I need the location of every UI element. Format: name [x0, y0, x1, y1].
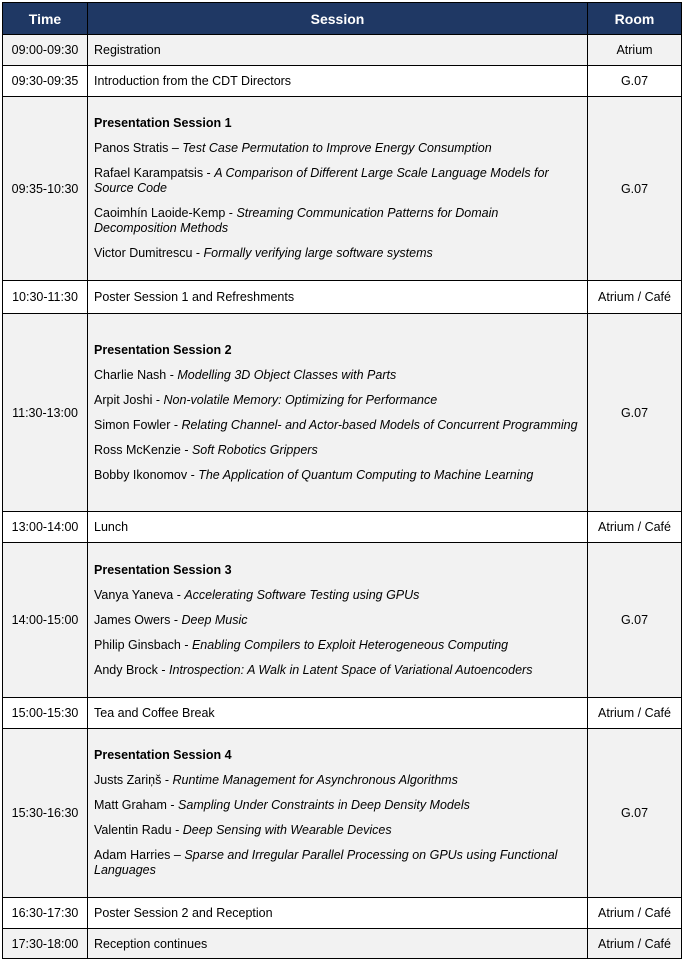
- time-cell: 11:30-13:00: [3, 314, 88, 512]
- talk-separator: -: [192, 246, 204, 260]
- session-title: Presentation Session 2: [94, 342, 232, 357]
- time-cell: 09:30-09:35: [3, 66, 88, 97]
- room-cell: Atrium: [588, 35, 682, 66]
- header-session: Session: [88, 3, 588, 35]
- session-title: Presentation Session 3: [94, 562, 232, 577]
- session-title: Presentation Session 4: [94, 748, 232, 762]
- talk-separator: -: [166, 798, 179, 812]
- talk-separator: -: [170, 612, 182, 627]
- talk-item: [94, 418, 581, 433]
- talk-item: [94, 638, 581, 653]
- room-cell: Atrium / Café: [588, 698, 682, 729]
- talk-title: Sparse and Irregular Parallel Processing on GPUs using Functional Languages: [94, 848, 558, 877]
- talk-item: [94, 368, 581, 383]
- talk-separator: –: [168, 141, 183, 155]
- table-row: [3, 543, 682, 698]
- talk-speaker: Adam Harries: [94, 848, 171, 862]
- talk-title: Deep Sensing with Wearable Devices: [182, 823, 392, 837]
- session-cell: Lunch: [88, 512, 588, 543]
- table-row: [3, 281, 682, 314]
- session-cell: Introduction from the CDT Directors: [88, 66, 588, 97]
- talk-item: [94, 663, 581, 678]
- time-cell: 15:30-16:30: [3, 729, 88, 898]
- talk-speaker: Philip Ginsbach: [94, 637, 181, 652]
- session-title: Presentation Session 1: [94, 116, 232, 130]
- talk-item: [94, 848, 581, 878]
- talk-separator: -: [225, 206, 237, 220]
- talk-speaker: Simon Fowler: [94, 417, 171, 432]
- talk-speaker: Rafael Karampatsis: [94, 166, 204, 180]
- room-cell: G.07: [588, 543, 682, 698]
- talk-item: [94, 166, 581, 196]
- talk-title: A Comparison of Different Large Scale Language Models for Source Code: [94, 166, 549, 195]
- talk-speaker: Bobby Ikonomov: [94, 467, 188, 482]
- talk-speaker: Vanya Yaneva: [94, 587, 174, 602]
- time-cell: 16:30-17:30: [3, 898, 88, 929]
- talk-speaker: Andy Brock: [94, 662, 158, 677]
- talk-title: Relating Channel- and Actor-based Models of Concurrent Programming: [181, 417, 578, 432]
- talk-title: Deep Music: [181, 612, 248, 627]
- talk-title: Modelling 3D Object Classes with Parts: [177, 367, 397, 382]
- talk-speaker: Justs Zariņš: [94, 773, 162, 787]
- session-cell: Registration: [88, 35, 588, 66]
- room-cell: G.07: [588, 66, 682, 97]
- schedule-table: [2, 2, 682, 959]
- talk-item: [94, 206, 581, 236]
- talk-title: Runtime Management for Asynchronous Algorithms: [172, 773, 458, 787]
- room-cell: G.07: [588, 729, 682, 898]
- talk-item: [94, 613, 581, 628]
- time-cell: 10:30-11:30: [3, 281, 88, 314]
- session-cell: Reception continues: [88, 929, 588, 959]
- session-block: [88, 97, 588, 281]
- talk-speaker: Charlie Nash: [94, 367, 167, 382]
- time-cell: 09:35-10:30: [3, 97, 88, 281]
- talk-item: [94, 141, 581, 156]
- table-row: [3, 898, 682, 929]
- table-row: [3, 35, 682, 66]
- session-cell: Poster Session 1 and Refreshments: [88, 281, 588, 314]
- table-row: [3, 512, 682, 543]
- talk-separator: -: [161, 773, 173, 787]
- talk-title: Accelerating Software Testing using GPUs: [184, 587, 420, 602]
- header-room: Room: [588, 3, 682, 35]
- talk-separator: -: [173, 587, 185, 602]
- talk-item: [94, 393, 581, 408]
- talk-separator: -: [171, 823, 183, 837]
- time-cell: 17:30-18:00: [3, 929, 88, 959]
- talk-title: Streaming Communication Patterns for Domain Decomposition Methods: [94, 206, 499, 235]
- talk-title: Enabling Compilers to Exploit Heterogeneous Computing: [191, 637, 509, 652]
- time-cell: 14:00-15:00: [3, 543, 88, 698]
- talk-speaker: James Owers: [94, 612, 171, 627]
- talk-item: [94, 588, 581, 603]
- table-row: [3, 929, 682, 959]
- talk-item: [94, 823, 581, 838]
- table-row: [3, 314, 682, 512]
- room-cell: G.07: [588, 314, 682, 512]
- room-cell: Atrium / Café: [588, 281, 682, 314]
- session-block: [88, 314, 588, 512]
- time-cell: 15:00-15:30: [3, 698, 88, 729]
- room-cell: G.07: [588, 97, 682, 281]
- talk-separator: -: [203, 166, 215, 180]
- talk-speaker: Ross McKenzie: [94, 442, 181, 457]
- room-cell: Atrium / Café: [588, 512, 682, 543]
- time-cell: 13:00-14:00: [3, 512, 88, 543]
- talk-item: [94, 773, 581, 788]
- table-row: [3, 698, 682, 729]
- table-row: [3, 66, 682, 97]
- talk-speaker: Valentin Radu: [94, 823, 172, 837]
- talk-speaker: Caoimhín Laoide-Kemp: [94, 206, 226, 220]
- talk-title: Introspection: A Walk in Latent Space of Variational Autoencoders: [169, 662, 533, 677]
- talk-separator: -: [166, 367, 178, 382]
- session-block: [88, 729, 588, 898]
- room-cell: Atrium / Café: [588, 898, 682, 929]
- talk-separator: –: [170, 848, 185, 862]
- talk-item: [94, 443, 581, 458]
- talk-separator: -: [180, 637, 192, 652]
- talk-separator: -: [187, 467, 199, 482]
- talk-item: [94, 468, 581, 483]
- talk-title: The Application of Quantum Computing to Machine Learning: [198, 467, 534, 482]
- talk-title: Formally verifying large software systems: [203, 246, 433, 260]
- table-row: [3, 97, 682, 281]
- talk-title: Sampling Under Constraints in Deep Density Models: [178, 798, 470, 812]
- talk-speaker: Victor Dumitrescu: [94, 246, 193, 260]
- talk-title: Non-volatile Memory: Optimizing for Performance: [163, 392, 438, 407]
- header-time: Time: [3, 3, 88, 35]
- table-row: [3, 729, 682, 898]
- session-cell: Tea and Coffee Break: [88, 698, 588, 729]
- time-cell: 09:00-09:30: [3, 35, 88, 66]
- talk-title: Soft Robotics Grippers: [191, 442, 318, 457]
- talk-separator: -: [152, 392, 164, 407]
- session-cell: Poster Session 2 and Reception: [88, 898, 588, 929]
- talk-separator: -: [170, 417, 182, 432]
- talk-speaker: Panos Stratis: [94, 141, 169, 155]
- talk-item: [94, 798, 581, 813]
- talk-separator: -: [180, 442, 192, 457]
- session-block: [88, 543, 588, 698]
- talk-title: Test Case Permutation to Improve Energy Consumption: [182, 141, 492, 155]
- talk-speaker: Arpit Joshi: [94, 392, 153, 407]
- room-cell: Atrium / Café: [588, 929, 682, 959]
- talk-separator: -: [157, 662, 170, 677]
- header-row: [3, 3, 682, 35]
- talk-item: [94, 246, 581, 261]
- talk-speaker: Matt Graham: [94, 798, 167, 812]
